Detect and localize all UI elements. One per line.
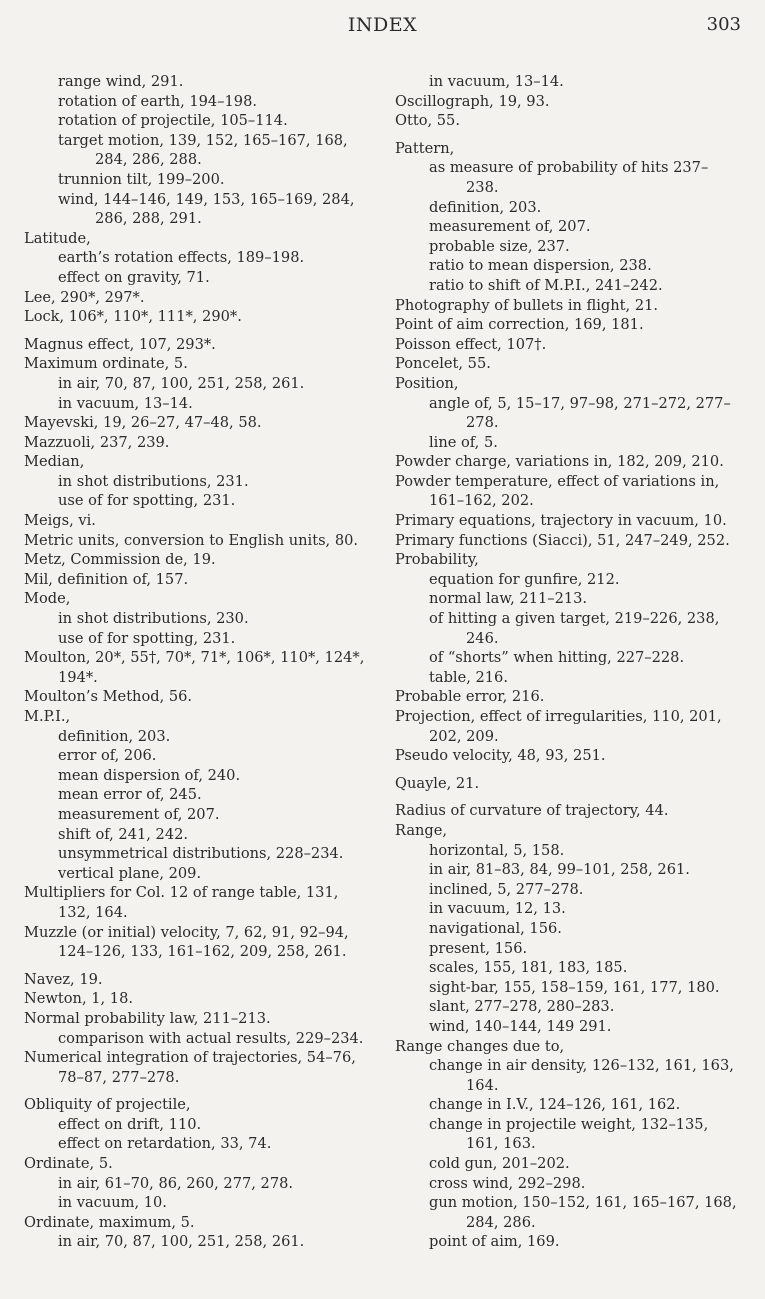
index-subentry: mean dispersion of, 240. bbox=[58, 766, 241, 784]
index-subentry: of hitting a given target, 219–226, 238, bbox=[429, 610, 720, 628]
index-subentry: in air, 70, 87, 100, 251, 258, 261. bbox=[58, 1233, 305, 1251]
page-title: INDEX bbox=[347, 14, 418, 36]
index-entry: Latitude, bbox=[24, 229, 91, 247]
index-subentry: unsymmetrical distributions, 228–234. bbox=[58, 845, 344, 863]
page-number: 303 bbox=[706, 14, 741, 35]
index-entry: Magnus effect, 107, 293*. bbox=[24, 335, 216, 353]
index-subentry: inclined, 5, 277–278. bbox=[429, 880, 584, 898]
index-entry: Probable error, 216. bbox=[395, 688, 545, 706]
index-subentry: 202, 209. bbox=[429, 727, 499, 745]
index-entry: Pseudo velocity, 48, 93, 251. bbox=[395, 747, 606, 765]
index-subentry: change in air density, 126–132, 161, 163, bbox=[429, 1057, 734, 1075]
index-subentry: wind, 144–146, 149, 153, 165–169, 284, bbox=[58, 190, 355, 208]
index-entry: Lee, 290*, 297*. bbox=[24, 288, 145, 306]
index-column-left bbox=[24, 72, 394, 1252]
index-subentry: definition, 203. bbox=[58, 727, 171, 745]
index-subentry: trunnion tilt, 199–200. bbox=[58, 170, 225, 188]
index-subentry: cross wind, 292–298. bbox=[429, 1174, 586, 1192]
index-entry: Quayle, 21. bbox=[395, 774, 480, 792]
index-entry: Newton, 1, 18. bbox=[24, 990, 133, 1008]
index-entry: Point of aim correction, 169, 181. bbox=[395, 316, 644, 334]
index-entry: Mode, bbox=[24, 590, 71, 608]
index-subentry: sight-bar, 155, 158–159, 161, 177, 180. bbox=[429, 978, 720, 996]
index-entry: Powder temperature, effect of variations in, bbox=[395, 472, 720, 490]
index-gap bbox=[24, 327, 394, 335]
index-subentry: vertical plane, 209. bbox=[58, 864, 202, 882]
index-subentry: ratio to shift of M.P.I., 241–242. bbox=[429, 276, 663, 294]
index-entry: Obliquity of projectile, bbox=[24, 1096, 191, 1114]
index-subentry: in shot distributions, 230. bbox=[58, 610, 249, 628]
index-entry: Mil, definition of, 157. bbox=[24, 570, 189, 588]
index-gap bbox=[395, 793, 755, 801]
index-entry: Navez, 19. bbox=[24, 970, 103, 988]
index-subentry: in vacuum, 10. bbox=[58, 1194, 167, 1212]
index-entry: Median, bbox=[24, 453, 85, 471]
index-continuation: 278. bbox=[466, 414, 499, 432]
index-subentry: target motion, 139, 152, 165–167, 168, bbox=[58, 131, 348, 149]
index-subentry: horizontal, 5, 158. bbox=[429, 841, 565, 859]
index-entry: Multipliers for Col. 12 of range table, 131, bbox=[24, 884, 339, 902]
index-entry: Muzzle (or initial) velocity, 7, 62, 91, 92–94, bbox=[24, 923, 349, 941]
index-entry: Range, bbox=[395, 821, 448, 839]
index-entry: Powder charge, variations in, 182, 209, 210. bbox=[395, 453, 724, 471]
index-entry: Projection, effect of irregularities, 110, 201, bbox=[395, 708, 722, 725]
index-subentry: in vacuum, 13–14. bbox=[429, 73, 564, 90]
index-subentry: 78–87, 277–278. bbox=[58, 1068, 180, 1086]
index-subentry: error of, 206. bbox=[58, 747, 157, 765]
index-subentry: rotation of projectile, 105–114. bbox=[58, 112, 288, 130]
index-subentry: range wind, 291. bbox=[58, 73, 184, 90]
index-continuation: 164. bbox=[466, 1076, 499, 1094]
index-subentry: shift of, 241, 242. bbox=[58, 825, 189, 843]
index-subentry: use of for spotting, 231. bbox=[58, 492, 236, 510]
index-subentry: line of, 5. bbox=[429, 433, 498, 451]
index-entry: Moulton’s Method, 56. bbox=[24, 688, 193, 706]
index-subentry: effect on drift, 110. bbox=[58, 1115, 202, 1133]
index-subentry: in air, 61–70, 86, 260, 277, 278. bbox=[58, 1174, 294, 1192]
index-continuation: 161, 163. bbox=[466, 1135, 536, 1153]
index-entry: Probability, bbox=[395, 551, 479, 569]
index-entry: Numerical integration of trajectories, 54–76, bbox=[24, 1049, 356, 1067]
index-entry: Poncelet, 55. bbox=[395, 355, 491, 373]
index-subentry: 124–126, 133, 161–162, 209, 258, 261. bbox=[58, 943, 347, 961]
index-subentry: normal law, 211–213. bbox=[429, 590, 588, 608]
index-subentry: in air, 70, 87, 100, 251, 258, 261. bbox=[58, 374, 305, 392]
index-subentry: table, 216. bbox=[429, 668, 508, 686]
index-subentry: measurement of, 207. bbox=[58, 805, 220, 823]
index-continuation: 238. bbox=[466, 178, 499, 196]
index-subentry: measurement of, 207. bbox=[429, 218, 591, 236]
index-gap bbox=[395, 131, 755, 139]
index-entry: Ordinate, 5. bbox=[24, 1155, 113, 1173]
index-subentry: wind, 140–144, 149 291. bbox=[429, 1017, 612, 1035]
index-entry: Ordinate, maximum, 5. bbox=[24, 1213, 195, 1231]
index-gap bbox=[24, 962, 394, 970]
page-header bbox=[0, 14, 765, 42]
index-subentry: comparison with actual results, 229–234. bbox=[58, 1029, 364, 1047]
index-gap bbox=[24, 1087, 394, 1095]
index-continuation: 246. bbox=[466, 629, 499, 647]
index-subentry: navigational, 156. bbox=[429, 919, 562, 937]
index-subentry: 132, 164. bbox=[58, 903, 128, 921]
index-gap bbox=[395, 766, 755, 774]
index-entry: Maximum ordinate, 5. bbox=[24, 355, 188, 373]
index-subentry: point of aim, 169. bbox=[429, 1233, 560, 1251]
index-entry: Lock, 106*, 110*, 111*, 290*. bbox=[24, 308, 242, 326]
index-continuation: 284, 286, 288. bbox=[95, 151, 202, 169]
index-subentry: definition, 203. bbox=[429, 198, 542, 216]
index-entry: Radius of curvature of trajectory, 44. bbox=[395, 802, 669, 820]
index-entry: Metz, Commission de, 19. bbox=[24, 551, 216, 569]
index-subentry: earth’s rotation effects, 189–198. bbox=[58, 249, 305, 267]
index-subentry: slant, 277–278, 280–283. bbox=[429, 998, 615, 1016]
index-subentry: mean error of, 245. bbox=[58, 786, 202, 804]
index-subentry: in air, 81–83, 84, 99–101, 258, 261. bbox=[429, 861, 690, 879]
index-subentry: cold gun, 201–202. bbox=[429, 1155, 570, 1173]
index-subentry: rotation of earth, 194–198. bbox=[58, 92, 258, 110]
index-entry: M.P.I., bbox=[24, 708, 71, 725]
index-entry: Poisson effect, 107†. bbox=[395, 335, 547, 353]
index-subentry: gun motion, 150–152, 161, 165–167, 168, bbox=[429, 1194, 737, 1212]
index-entry: Metric units, conversion to English units, 80. bbox=[24, 531, 359, 549]
index-subentry: in vacuum, 12, 13. bbox=[429, 900, 566, 918]
index-entry: Primary equations, trajectory in vacuum, 10. bbox=[395, 512, 727, 530]
index-subentry: change in I.V., 124–126, 161, 162. bbox=[429, 1096, 681, 1114]
index-subentry: of “shorts” when hitting, 227–228. bbox=[429, 649, 685, 667]
index-subentry: angle of, 5, 15–17, 97–98, 271–272, 277– bbox=[429, 394, 731, 412]
index-subentry: ratio to mean dispersion, 238. bbox=[429, 257, 652, 275]
index-subentry: effect on gravity, 71. bbox=[58, 268, 210, 286]
index-entry: Position, bbox=[395, 374, 459, 392]
index-subentry: scales, 155, 181, 183, 185. bbox=[429, 959, 628, 977]
index-entry: Primary functions (Siacci), 51, 247–249, 252. bbox=[395, 531, 730, 549]
index-subentry: effect on retardation, 33, 74. bbox=[58, 1135, 272, 1153]
index-entry: Mayevski, 19, 26–27, 47–48, 58. bbox=[24, 414, 262, 432]
index-subentry: use of for spotting, 231. bbox=[58, 629, 236, 647]
index-subentry: present, 156. bbox=[429, 939, 528, 957]
index-entry: Otto, 55. bbox=[395, 112, 460, 130]
index-subentry: as measure of probability of hits 237– bbox=[429, 159, 709, 177]
index-subentry: probable size, 237. bbox=[429, 237, 570, 255]
index-entry: Pattern, bbox=[395, 139, 455, 157]
index-continuation: 284, 286. bbox=[466, 1213, 536, 1231]
index-subentry: in vacuum, 13–14. bbox=[58, 394, 193, 412]
index-subentry: in shot distributions, 231. bbox=[58, 472, 249, 490]
index-entry: Photography of bullets in flight, 21. bbox=[395, 296, 659, 314]
index-entry: Meigs, vi. bbox=[24, 512, 96, 530]
index-entry: Range changes due to, bbox=[395, 1037, 565, 1055]
index-entry: Mazzuoli, 237, 239. bbox=[24, 433, 170, 451]
index-column-right bbox=[395, 72, 755, 1252]
index-subentry: equation for gunfire, 212. bbox=[429, 570, 620, 588]
index-entry: Normal probability law, 211–213. bbox=[24, 1009, 271, 1027]
index-entry: Moulton, 20*, 55†, 70*, 71*, 106*, 110*, 124*, bbox=[24, 649, 365, 667]
index-subentry: 194*. bbox=[58, 668, 98, 686]
index-subentry: 161–162, 202. bbox=[429, 492, 534, 510]
index-subentry: change in projectile weight, 132–135, bbox=[429, 1115, 709, 1133]
index-entry: Oscillograph, 19, 93. bbox=[395, 92, 550, 110]
index-continuation: 286, 288, 291. bbox=[95, 210, 202, 228]
